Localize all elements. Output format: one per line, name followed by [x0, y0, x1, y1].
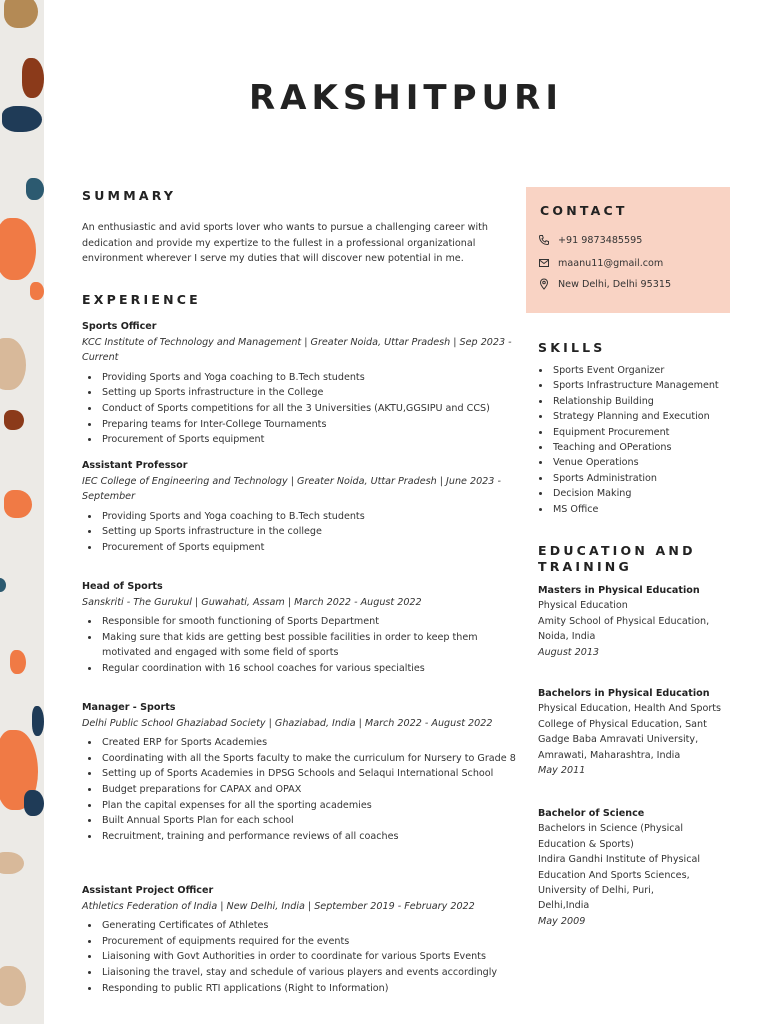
job-bullet: • Providing Sports and Yoga coaching to B.Tech students — [100, 509, 518, 525]
experience-heading: EXPERIENCE — [82, 292, 201, 307]
job-bullet: • Procurement of equipments required for the events — [100, 934, 518, 950]
education-date: August 2013 — [538, 646, 600, 658]
job-bullet: • Plan the capital expenses for all the sporting academies — [100, 798, 518, 814]
job-bullets — [82, 918, 518, 996]
skills-list-container — [538, 363, 728, 517]
education-institution: College of Physical Education, Sant Gadge Baba Amravati University, Amrawati, Maharashtra, India — [538, 718, 707, 761]
contact-phone[interactable]: +91 9873485595 — [558, 234, 643, 246]
job-title: Sports Officer — [82, 321, 157, 332]
job-bullet: • Responsible for smooth functioning of Sports Department — [100, 614, 518, 630]
education-field: Physical Education, Health And Sports — [538, 703, 722, 715]
job-bullet: • Generating Certificates of Athletes — [100, 918, 518, 934]
job-bullet: • Responding to public RTI applications (Right to Information) — [100, 981, 518, 997]
job-entry — [82, 883, 518, 996]
education-degree: Masters in Physical Education — [538, 585, 700, 596]
education-date: May 2009 — [538, 915, 586, 927]
skill-item: • Strategy Planning and Execution — [551, 409, 728, 424]
skill-item: • Decision Making — [551, 486, 728, 501]
job-subtitle: Delhi Public School Ghaziabad Society | Ghaziabad, India | March 2022 - August 2022 — [82, 717, 493, 729]
education-date: May 2011 — [538, 765, 586, 777]
job-subtitle: Athletics Federation of India | New Delhi, India | September 2019 - February 2022 — [82, 900, 475, 912]
job-bullets — [82, 509, 518, 556]
skills-heading: SKILLS — [538, 340, 606, 355]
job-entry — [82, 700, 518, 844]
job-title: Assistant Professor — [82, 460, 188, 471]
job-bullet: • Liaisoning the travel, stay and schedule of various players and events accordingly — [100, 965, 518, 981]
skill-item: • Sports Event Organizer — [551, 363, 728, 378]
education-institution: Amity School of Physical Education, Noida, India — [538, 615, 710, 643]
skill-item: • Venue Operations — [551, 455, 728, 470]
job-bullets — [82, 614, 518, 676]
job-title: Head of Sports — [82, 581, 163, 592]
job-subtitle: Sanskriti - The Gurukul | Guwahati, Assam | March 2022 - August 2022 — [82, 596, 422, 608]
job-bullet: • Setting up Sports infrastructure in the college — [100, 524, 518, 540]
job-title: Manager - Sports — [82, 702, 176, 713]
job-bullet: • Built Annual Sports Plan for each school — [100, 813, 518, 829]
job-title: Assistant Project Officer — [82, 885, 214, 896]
location-pin-icon — [538, 278, 550, 290]
skill-item: • Sports Administration — [551, 471, 728, 486]
education-heading: EDUCATION AND TRAINING — [538, 543, 696, 574]
contact-email[interactable]: maanu11@gmail.com — [558, 257, 664, 269]
job-bullet: • Preparing teams for Inter-College Tournaments — [100, 417, 518, 433]
phone-icon — [538, 234, 550, 246]
skills-list — [538, 363, 728, 517]
job-subtitle: IEC College of Engineering and Technology | Greater Noida, Uttar Pradesh | June 2023 - September — [82, 475, 501, 503]
job-bullet: • Conduct of Sports competitions for all the 3 Universities (AKTU,GGSIPU and CCS) — [100, 401, 518, 417]
skill-item: • Sports Infrastructure Management — [551, 378, 728, 393]
job-bullet: • Setting up of Sports Academies in DPSG Schools and Selaqui International School — [100, 766, 518, 782]
skill-item: • Equipment Procurement — [551, 425, 728, 440]
education-institution: Indira Gandhi Institute of Physical Education And Sports Sciences, University of Delhi, Puri, Delhi,India — [538, 854, 701, 912]
job-entry — [82, 579, 518, 677]
education-field: Physical Education — [538, 600, 628, 612]
job-bullet: • Coordinating with all the Sports faculty to make the curriculum for Nursery to Grade 8 — [100, 751, 518, 767]
summary-text: An enthusiastic and avid sports lover who wants to pursue a challenging career with dedication and provide my expertize to the fullest in a professional organizational environment wherever I serve my duties that will discover new potential in me. — [82, 222, 488, 265]
job-bullet: • Procurement of Sports equipment — [100, 540, 518, 556]
job-subtitle: KCC Institute of Technology and Management | Greater Noida, Uttar Pradesh | Sep 2023 - Current — [82, 336, 512, 364]
job-bullet: • Providing Sports and Yoga coaching to B.Tech students — [100, 370, 518, 386]
skill-item: • Relationship Building — [551, 394, 728, 409]
summary-heading: SUMMARY — [82, 188, 177, 203]
envelope-icon — [538, 257, 550, 269]
job-bullet: • Setting up Sports infrastructure in the College — [100, 385, 518, 401]
job-bullets — [82, 735, 518, 844]
candidate-name: RAKSHITPURI — [249, 78, 563, 118]
job-entry — [82, 319, 518, 448]
education-degree: Bachelor of Science — [538, 808, 645, 819]
contact-location-row — [538, 278, 671, 290]
job-bullet: • Making sure that kids are getting best possible facilities in order to keep them motivated and engaged with some field of sports — [100, 630, 518, 661]
education-entry — [538, 583, 718, 660]
job-bullet: • Recruitment, training and performance reviews of all coaches — [100, 829, 518, 845]
job-entry — [82, 458, 518, 556]
job-bullet: • Liaisoning with Govt Authorities in order to coordinate for various Sports Events — [100, 949, 518, 965]
job-bullets — [82, 370, 518, 448]
decorative-terrazzo-strip — [0, 0, 44, 1024]
skill-item: • Teaching and OPerations — [551, 440, 728, 455]
education-entry — [538, 806, 708, 929]
education-degree: Bachelors in Physical Education — [538, 688, 710, 699]
education-field: Bachelors in Science (Physical Education & Sports) — [538, 823, 684, 850]
contact-location: New Delhi, Delhi 95315 — [558, 278, 672, 290]
contact-email-row — [538, 257, 663, 269]
education-entry — [538, 686, 724, 778]
contact-heading: CONTACT — [540, 203, 628, 218]
job-bullet: • Procurement of Sports equipment — [100, 432, 518, 448]
skill-item: • MS Office — [551, 502, 728, 517]
job-bullet: • Budget preparations for CAPAX and OPAX — [100, 782, 518, 798]
contact-phone-row — [538, 234, 642, 246]
job-bullet: • Created ERP for Sports Academies — [100, 735, 518, 751]
job-bullet: • Regular coordination with 16 school coaches for various specialties — [100, 661, 518, 677]
